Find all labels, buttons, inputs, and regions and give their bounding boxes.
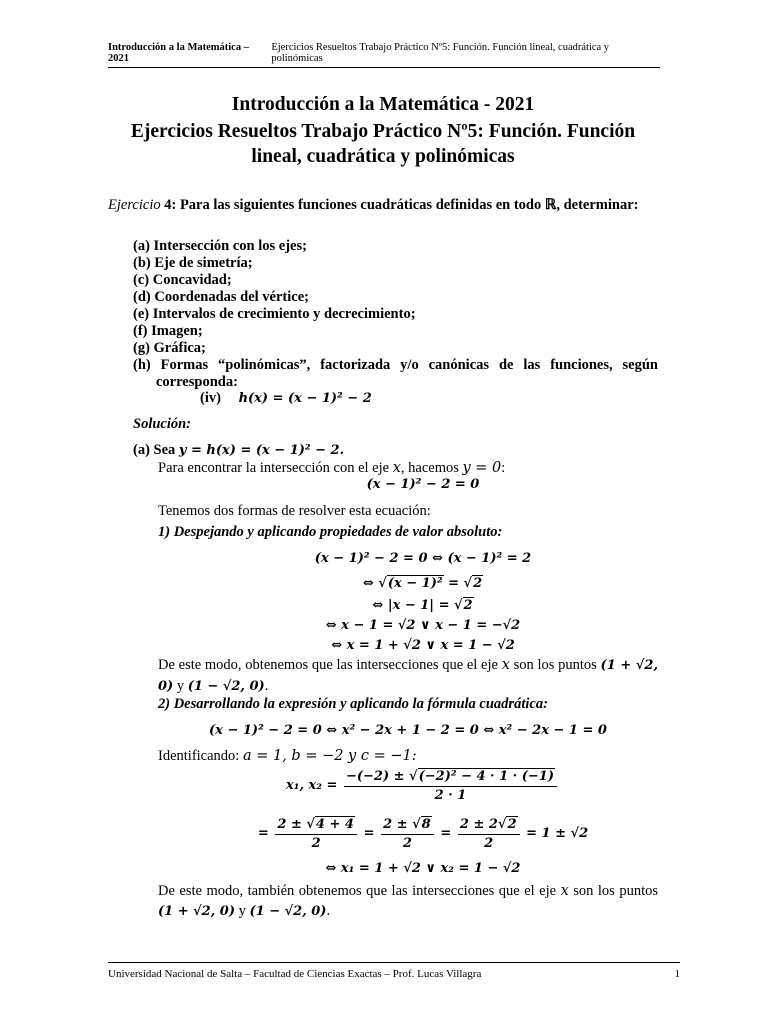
fraction-3 (458, 816, 520, 851)
step-3-radicand: 2 (463, 598, 473, 613)
fraction-3-denominator: 2 (484, 836, 494, 851)
exercise-label: Ejercicio (108, 197, 161, 213)
fraction-2-denominator: 2 (402, 836, 412, 851)
conclusion-2-text-2: son los puntos (573, 883, 658, 899)
function-expression: h(x) = (x − 1)² − 2 (238, 391, 372, 406)
list-item: (g) Gráfica; (133, 340, 206, 356)
intro-end: : (501, 460, 506, 476)
intro-text-2: , hacemos (400, 460, 459, 476)
roots-text: ⇔ x₁ = 1 + √2 ∨ x₂ = 1 − √2 (325, 861, 521, 876)
fraction-1 (275, 816, 357, 851)
equals-sign: = (257, 825, 269, 841)
step-2-radicand-2: 2 (473, 576, 483, 591)
part-a-label: (a) Sea (133, 442, 176, 458)
intro-equation: y = 0 (462, 460, 502, 476)
function-line (200, 390, 658, 407)
formula-numerator-prefix: −(−2) ± √ (345, 769, 418, 784)
equation-zero-text: (x − 1)² − 2 = 0 (366, 477, 480, 492)
conjunction: y (238, 903, 246, 919)
two-ways-text: Tenemos dos formas de resolver esta ecuación: (158, 503, 431, 519)
exercise-number: 4 (164, 197, 172, 213)
exercise-statement (108, 196, 658, 215)
step-1-text: (x − 1)² − 2 = 0 ⇔ (x − 1)² = 2 (314, 551, 532, 566)
method-2-step-1 (158, 722, 658, 739)
conclusion-2-variable: x (560, 883, 569, 899)
expansion-text: (x − 1)² − 2 = 0 ⇔ x² − 2x + 1 − 2 = 0 ⇔ x² − 2x − 1 = 0 (209, 723, 607, 738)
document-title: Ejercicios Resueltos Trabajo Práctico Nº5: Función. Función lineal, cuadrática y polinómicas (130, 121, 636, 167)
exercise-text: : Para las siguientes funciones cuadráticas definidas en todo ℝ, determinar: (171, 197, 639, 213)
intro-text: Para encontrar la intersección con el eje (158, 460, 390, 476)
formula-fraction (344, 768, 557, 803)
page-number: 1 (674, 968, 680, 980)
quadratic-formula (188, 768, 658, 803)
final-result: = 1 ± √2 (526, 825, 589, 841)
equation-zero (188, 476, 658, 493)
period: . (264, 678, 269, 694)
equals-sign: = (440, 825, 452, 841)
method-1-step-2 (188, 575, 658, 592)
conclusion-2 (158, 881, 658, 922)
formula-numerator-radicand: (−2)² − 4 · 1 · (−1) (418, 769, 554, 784)
fraction-3-radicand: 2 (507, 817, 517, 832)
page-footer (108, 962, 680, 980)
header-course: Introducción a la Matemática – 2021 (108, 42, 249, 64)
identify-label: Identificando: (158, 748, 240, 764)
conclusion-1-text-2: son los puntos (513, 657, 597, 673)
identify-values: a = 1, b = −2 y c = −1: (242, 748, 417, 764)
method-1-step-3 (188, 597, 658, 614)
fraction-1-denominator: 2 (311, 836, 321, 851)
list-item: (h) Formas “polinómicas”, factorizada y/o canónicas de las funciones, según corresponda: (133, 357, 658, 390)
period: . (326, 903, 331, 919)
function-label: (iv) (200, 390, 221, 406)
method-1-step-5 (188, 637, 658, 654)
step-3-prefix: ⇔ |x − 1| = √ (372, 598, 463, 613)
method-2-heading: 2) Desarrollando la expresión y aplicando la fórmula cuadrática: (158, 696, 548, 712)
task-list (108, 238, 658, 391)
intro-variable: x (392, 460, 401, 476)
method-1-step-1 (188, 550, 658, 567)
method-1-heading: 1) Despejando y aplicando propiedades de valor absoluto: (158, 524, 503, 540)
simplification (188, 816, 658, 851)
solution-heading: Solución: (133, 416, 192, 432)
conclusion-1-variable: x (501, 657, 510, 673)
list-item: (f) Imagen; (133, 323, 203, 339)
fraction-1-radicand: 4 + 4 (315, 817, 354, 832)
step-5-text: ⇔ x = 1 + √2 ∨ x = 1 − √2 (331, 638, 515, 653)
equals-sign: = (363, 825, 375, 841)
conclusion-1-text: De este modo, obtenemos que las intersecciones que el eje (158, 657, 498, 673)
fraction-3-prefix: 2 ± 2√ (459, 817, 507, 832)
fraction-1-prefix: 2 ± √ (277, 817, 315, 832)
fraction-2 (381, 816, 434, 851)
fraction-2-prefix: 2 ± √ (383, 817, 421, 832)
step-2-radicand: (x − 1)² (387, 576, 443, 591)
list-item: (e) Intervalos de crecimiento y decrecimiento; (133, 306, 416, 322)
method-1-step-4 (188, 617, 658, 634)
point-2: (1 − √2, 0) (249, 904, 327, 919)
header-topic: Ejercicios Resueltos Trabajo Práctico Nº5: Función. Función lineal, cuadrática y polinómicas (271, 42, 610, 64)
solution-a (133, 442, 658, 459)
course-title: Introducción a la Matemática - 2021 (231, 94, 535, 115)
list-item: (d) Coordenadas del vértice; (133, 289, 309, 305)
conjunction: y (176, 678, 185, 694)
step-2-prefix: ⇔ √ (362, 576, 387, 591)
step-4-text: ⇔ x − 1 = √2 ∨ x − 1 = −√2 (325, 618, 521, 633)
intro-line (158, 460, 658, 477)
footer-text: Universidad Nacional de Salta – Facultad de Ciencias Exactas – Prof. Lucas Villagra (108, 968, 482, 980)
page-header (108, 42, 660, 68)
step-2-middle: = √ (443, 576, 473, 591)
part-a-expression: y = h(x) = (x − 1)² − 2. (178, 443, 345, 458)
list-item: (a) Intersección con los ejes; (133, 238, 307, 254)
point-1: (1 + √2, 0) (158, 658, 659, 694)
formula-denominator: 2 · 1 (434, 788, 467, 803)
roots-line (188, 860, 658, 877)
conclusion-1 (158, 655, 658, 697)
list-item: (c) Concavidad; (133, 272, 232, 288)
page-content (108, 92, 659, 919)
point-2: (1 − √2, 0) (187, 679, 265, 694)
fraction-2-radicand: 8 (421, 817, 431, 832)
point-1: (1 + √2, 0) (158, 904, 235, 919)
conclusion-2-text: De este modo, también obtenemos que las intersecciones que el eje (158, 883, 557, 899)
identify-line (158, 748, 658, 765)
formula-lhs: x₁, x₂ = (286, 777, 338, 793)
list-item: (b) Eje de simetría; (133, 255, 253, 271)
